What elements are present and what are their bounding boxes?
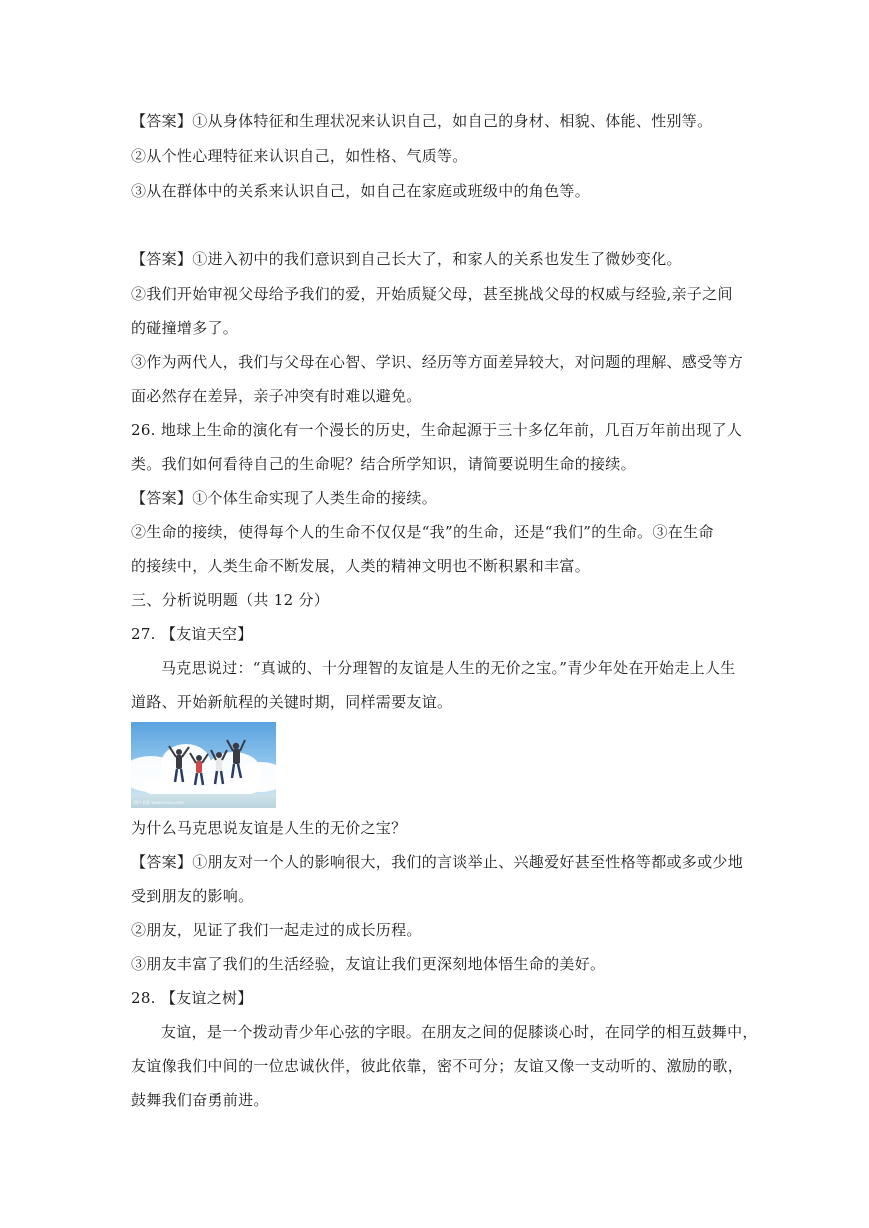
answer-line: 【答案】①个体生命实现了人类生命的接续。 bbox=[131, 489, 438, 507]
answer-line: 【答案】①朋友对一个人的影响很大，我们的言谈举止、兴趣爱好甚至性格等都或多或少地 bbox=[131, 853, 744, 871]
answer-line: 【答案】①从身体特征和生理状况来认识自己，如自己的身材、相貌、体能、性别等。 bbox=[131, 112, 713, 130]
answer-line: 【答案】①进入初中的我们意识到自己长大了，和家人的关系也发生了微妙变化。 bbox=[131, 250, 682, 268]
friendship-paragraph-cont: 友谊像我们中间的一位忠诚伙伴，彼此依靠，密不可分；友谊又像一支动听的、激励的歌， bbox=[131, 1057, 744, 1075]
answer-line: 的接续中，人类生命不断发展，人类的精神文明也不断积累和丰富。 bbox=[131, 557, 591, 575]
quote-paragraph: 马克思说过：“真诚的、十分理智的友谊是人生的无价之宝。”青少年处在开始走上人生 bbox=[161, 659, 736, 677]
question-line: 类。我们如何看待自己的生命呢？结合所学知识，请简要说明生命的接续。 bbox=[131, 455, 636, 473]
answer-line: ③朋友丰富了我们的生活经验，友谊让我们更深刻地体悟生命的美好。 bbox=[131, 955, 606, 973]
friendship-paragraph: 友谊，是一个拨动青少年心弦的字眼。在朋友之间的促膝谈心时，在同学的相互鼓舞中， bbox=[161, 1023, 758, 1041]
answer-line: ②朋友，见证了我们一起走过的成长历程。 bbox=[131, 921, 422, 939]
question-line: 为什么马克思说友谊是人生的无价之宝？ bbox=[131, 819, 407, 837]
section-heading: 三、分析说明题（共 12 分） bbox=[131, 591, 330, 609]
people-silhouettes bbox=[131, 722, 276, 808]
answer-line: 受到朋友的影响。 bbox=[131, 887, 254, 905]
question-26: 26. 地球上生命的演化有一个漫长的历史，生命起源于三十多亿年前，几百万年前出现了人 bbox=[131, 421, 743, 439]
photo-watermark: 图片来源 www.xxxxx.com bbox=[134, 800, 184, 805]
question-28-title: 28. 【友谊之树】 bbox=[131, 989, 253, 1007]
answer-line: ③作为两代人，我们与父母在心智、学识、经历等方面差异较大，对问题的理解、感受等方 bbox=[131, 353, 744, 371]
quote-paragraph-cont: 道路、开始新航程的关键时期，同样需要友谊。 bbox=[131, 693, 453, 711]
question-27-title: 27. 【友谊天空】 bbox=[131, 625, 253, 643]
answer-line: ②我们开始审视父母给予我们的爱，开始质疑父母，甚至挑战父母的权威与经验,亲子之间 bbox=[131, 285, 733, 303]
answer-line: 的碰撞增多了。 bbox=[131, 319, 239, 337]
friendship-paragraph-cont: 鼓舞我们奋勇前进。 bbox=[131, 1091, 269, 1109]
answer-line: 面必然存在差异，亲子冲突有时难以避免。 bbox=[131, 387, 422, 405]
answer-line: ②生命的接续，使得每个人的生命不仅仅是“我”的生命，还是“我们”的生命。③在生命 bbox=[131, 523, 714, 541]
answer-line: ③从在群体中的关系来认识自己，如自己在家庭或班级中的角色等。 bbox=[131, 182, 591, 200]
friends-jumping-photo bbox=[131, 722, 276, 808]
answer-line: ②从个性心理特征来认识自己，如性格、气质等。 bbox=[131, 147, 468, 165]
